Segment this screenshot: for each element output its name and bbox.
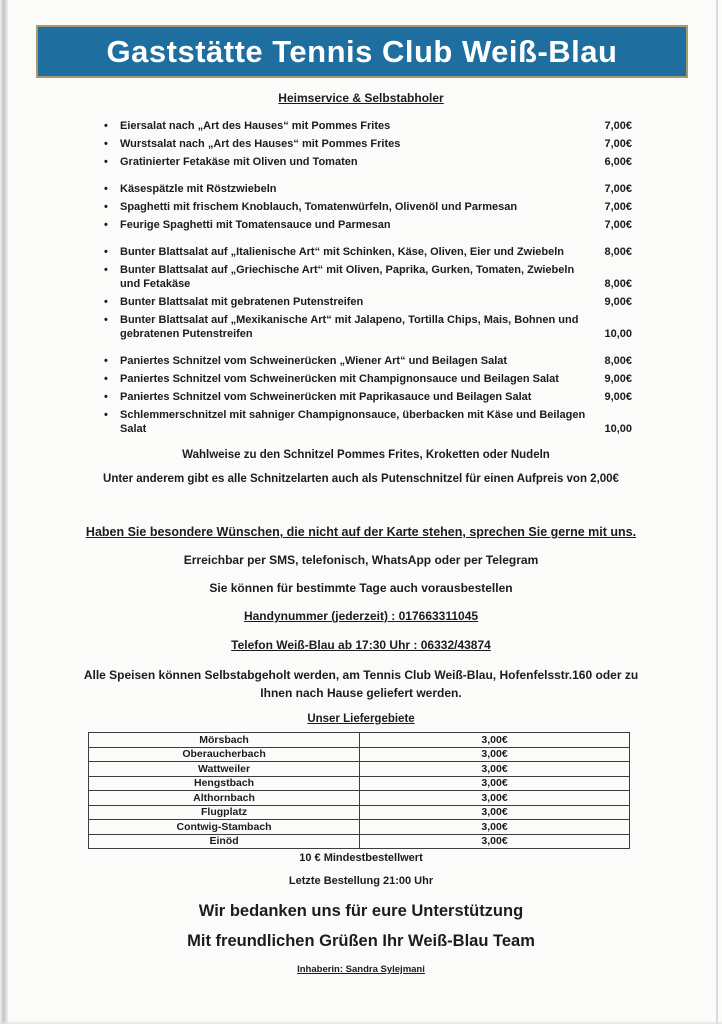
phone-number: Telefon Weiß-Blau ab 17:30 Uhr : 06332/43874 (231, 638, 491, 652)
delivery-price-cell: 3,00€ (481, 733, 508, 746)
menu-item-text: Feurige Spaghetti mit Tomatensauce und Parmesan (120, 219, 391, 231)
menu-item-price: 8,00€ (604, 246, 632, 258)
menu-item-text: Bunter Blattsalat auf „Mexikanische Art“ mit Jalapeno, Tortilla Chips, Mais, Bohnen und gebratenen Putenstreifen (120, 314, 579, 340)
table-row (89, 762, 629, 777)
thanks-line: Wir bedanken uns für eure Unterstützung (198, 902, 524, 920)
menu-item-price: 7,00€ (604, 219, 632, 231)
reachable-note: Erreichbar per SMS, telefonisch, WhatsApp oder per Telegram (183, 553, 539, 567)
schnitzel-side-note: Wahlweise zu den Schnitzel Pommes Frites, Kroketten oder Nudeln (182, 449, 550, 461)
min-order-note: 10 € Mindestbestellwert (299, 852, 423, 864)
menu-item (100, 119, 632, 133)
delivery-area-cell: Einöd (89, 835, 360, 849)
last-order-note: Letzte Bestellung 21:00 Uhr (288, 875, 434, 887)
menu-item (100, 372, 632, 386)
delivery-price-cell: 3,00€ (481, 748, 508, 760)
menu-item-text: Paniertes Schnitzel vom Schweinerücken mit Champignonsauce und Beilagen Salat (120, 373, 559, 385)
menu-item-text: Schlemmerschnitzel mit sahniger Champignonsauce, überbacken mit Käse und Beilagen Salat (120, 409, 586, 435)
bullet-icon: • (104, 120, 108, 132)
menu-item (100, 245, 632, 259)
delivery-area-cell: Flugplatz (89, 806, 360, 820)
title-banner (36, 25, 688, 78)
menu-item-price: 7,00€ (604, 183, 632, 195)
menu-item-text: Wurstsalat nach „Art des Hauses“ mit Pommes Frites (120, 138, 401, 150)
menu-item-text: Paniertes Schnitzel vom Schweinerücken „Wiener Art“ und Beilagen Salat (120, 355, 508, 367)
bullet-icon: • (104, 391, 108, 403)
menu-item (100, 155, 632, 169)
menu-item-text: Bunter Blattsalat auf „Italienische Art“ mit Schinken, Käse, Oliven, Eier und Zwiebeln (120, 246, 564, 258)
bullet-icon: • (104, 219, 108, 231)
bullet-icon: • (104, 156, 108, 168)
menu-item (100, 390, 632, 404)
bullet-icon: • (104, 264, 108, 276)
restaurant-title: Gaststätte Tennis Club Weiß-Blau (106, 33, 618, 69)
table-row (89, 835, 629, 849)
bullet-icon: • (104, 373, 108, 385)
menu-item-text: Spaghetti mit frischem Knoblauch, Tomatenwürfeln, Olivenöl und Parmesan (120, 201, 518, 213)
menu-item-text: Eiersalat nach „Art des Hauses“ mit Pommes Frites (120, 120, 391, 132)
table-row (89, 820, 629, 835)
delivery-price-cell: 3,00€ (481, 820, 508, 833)
table-row (89, 748, 629, 763)
delivery-area-cell: Oberaucherbach (89, 748, 360, 762)
delivery-price-cell: 3,00€ (481, 762, 508, 775)
menu-item-text: Paniertes Schnitzel vom Schweinerücken mit Paprikasauce und Beilagen Salat (120, 391, 532, 403)
photo-edge-right (716, 0, 718, 1024)
menu-group-salads-starters (100, 119, 632, 169)
menu-item (100, 200, 632, 214)
menu-item (100, 263, 632, 291)
bullet-icon: • (104, 138, 108, 150)
delivery-price-cell: 3,00€ (481, 777, 508, 789)
menu-item (100, 137, 632, 151)
menu-item-price: 7,00€ (604, 120, 632, 132)
menu-list (100, 119, 632, 461)
bullet-icon: • (104, 355, 108, 367)
menu-group-leaf-salads (100, 245, 632, 341)
table-row (89, 806, 629, 821)
menu-item (100, 182, 632, 196)
menu-item (100, 295, 632, 309)
table-row (89, 733, 629, 748)
menu-item (100, 313, 632, 341)
pickup-note: Alle Speisen können Selbstabgeholt werden, am Tennis Club Weiß-Blau, Hofenfelsstr.160 oder zu Ihnen nach Hause geliefert werden. (83, 668, 639, 700)
menu-item-text: Bunter Blattsalat auf „Griechische Art“ mit Oliven, Paprika, Gurken, Tomaten, Zwiebeln und Fetakäse (120, 264, 575, 290)
menu-item-price: 9,00€ (604, 373, 632, 385)
menu-item-text: Gratinierter Fetakäse mit Oliven und Tomaten (120, 156, 358, 168)
delivery-areas-table (88, 732, 630, 849)
owner-line: Inhaberin: Sandra Sylejmani (297, 964, 425, 975)
delivery-price-cell: 3,00€ (481, 806, 508, 818)
menu-item-price: 8,00€ (604, 355, 632, 367)
menu-item-text: Bunter Blattsalat mit gebratenen Putenstreifen (120, 296, 364, 308)
menu-group-schnitzel (100, 354, 632, 436)
mobile-number: Handynummer (jederzeit) : 017663311045 (243, 609, 479, 623)
menu-item-price: 7,00€ (604, 138, 632, 150)
table-row (89, 777, 629, 792)
delivery-area-cell: Contwig-Stambach (89, 820, 360, 834)
delivery-price-cell: 3,00€ (481, 791, 508, 804)
delivery-areas-heading: Unser Liefergebiete (307, 713, 415, 725)
menu-item (100, 354, 632, 368)
greeting-line: Mit freundlichen Grüßen Ihr Weiß-Blau Team (187, 932, 535, 950)
delivery-area-cell: Althornbach (89, 791, 360, 805)
menu-item-price: 6,00€ (604, 156, 632, 168)
menu-item-price: 8,00€ (604, 278, 632, 290)
photo-edge-left (0, 0, 8, 1024)
menu-item-price: 9,00€ (604, 391, 632, 403)
puten-surcharge-note: Unter anderem gibt es alle Schnitzelarten auch als Putenschnitzel für einen Aufpreis von 2,00€ (103, 473, 619, 485)
preorder-note: Sie können für bestimmte Tage auch vorausbestellen (209, 581, 513, 595)
menu-item-price: 10,00 (604, 423, 632, 435)
delivery-area-cell: Mörsbach (89, 733, 360, 747)
menu-item-text: Käsespätzle mit Röstzwiebeln (120, 183, 277, 195)
bullet-icon: • (104, 201, 108, 213)
special-wishes-note: Haben Sie besondere Wünschen, die nicht auf der Karte stehen, sprechen Sie gerne mit uns. (85, 525, 637, 539)
menu-item-price: 9,00€ (604, 296, 632, 308)
bullet-icon: • (104, 296, 108, 308)
menu-item (100, 218, 632, 232)
bullet-icon: • (104, 314, 108, 326)
table-row (89, 791, 629, 806)
menu-item (100, 408, 632, 436)
delivery-area-cell: Wattweiler (89, 762, 360, 776)
bullet-icon: • (104, 409, 108, 421)
delivery-area-cell: Hengstbach (89, 777, 360, 791)
delivery-price-cell: 3,00€ (481, 835, 508, 847)
menu-group-pasta (100, 182, 632, 232)
bullet-icon: • (104, 246, 108, 258)
menu-item-price: 10,00 (604, 328, 632, 340)
menu-item-price: 7,00€ (604, 201, 632, 213)
service-subtitle: Heimservice & Selbstabholer (278, 91, 444, 105)
bullet-icon: • (104, 183, 108, 195)
